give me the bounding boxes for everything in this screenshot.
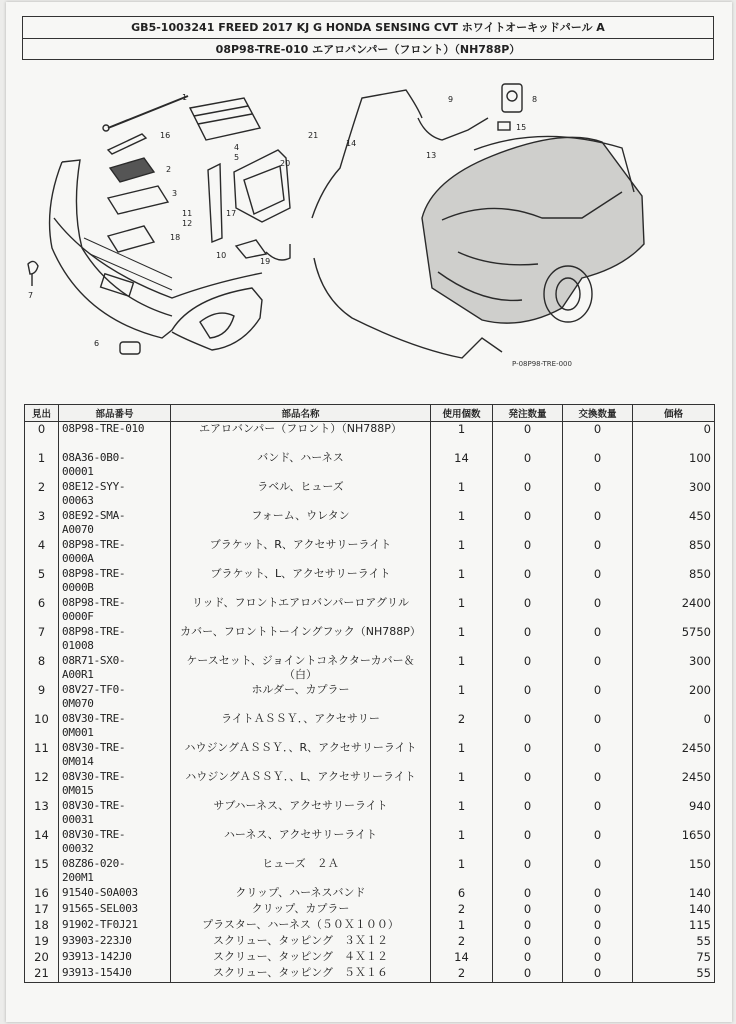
part-name: ライトＡＳＳＹ．、アクセサリー (171, 712, 431, 741)
price: 75 (633, 950, 715, 966)
row-number: 19 (25, 934, 59, 950)
row-number: 5 (25, 567, 59, 596)
part-name: ヒューズ ２Ａ (171, 857, 431, 886)
quantity: 6 (431, 886, 493, 902)
col-header-part-number: 部品番号 (59, 405, 171, 422)
exchange-quantity: 0 (563, 950, 633, 966)
table-row (25, 509, 715, 538)
order-quantity: 0 (493, 683, 563, 712)
table-row (25, 799, 715, 828)
row-number: 2 (25, 480, 59, 509)
row-number: 20 (25, 950, 59, 966)
order-quantity: 0 (493, 509, 563, 538)
table-row (25, 451, 715, 480)
part-number: 08E92-SMA- A0070 (59, 509, 171, 538)
exchange-quantity: 0 (563, 654, 633, 683)
price: 100 (633, 451, 715, 480)
part-number: 91565-SEL003 (59, 902, 171, 918)
part-number: 08A36-0B0- 00001 (59, 451, 171, 480)
row-number: 13 (25, 799, 59, 828)
order-quantity: 0 (493, 902, 563, 918)
callout-16: 16 (160, 131, 171, 140)
table-row (25, 538, 715, 567)
col-header-no: 見出 (25, 405, 59, 422)
quantity: 1 (431, 683, 493, 712)
part-title: 08P98-TRE-010 エアロバンパー（フロント）（NH788P） (215, 43, 521, 56)
parts-table-body (25, 422, 715, 983)
price: 0 (633, 422, 715, 452)
price: 140 (633, 902, 715, 918)
part-number: 08V27-TF0- 0M070 (59, 683, 171, 712)
price: 55 (633, 934, 715, 950)
quantity: 1 (431, 799, 493, 828)
table-row (25, 683, 715, 712)
quantity: 1 (431, 741, 493, 770)
parts-diagram (22, 68, 714, 388)
callout-6: 6 (94, 339, 100, 348)
order-quantity: 0 (493, 654, 563, 683)
quantity: 1 (431, 625, 493, 654)
quantity: 14 (431, 451, 493, 480)
price: 850 (633, 538, 715, 567)
exchange-quantity: 0 (563, 828, 633, 857)
order-quantity: 0 (493, 799, 563, 828)
table-row (25, 480, 715, 509)
row-number: 4 (25, 538, 59, 567)
callout-10: 10 (216, 251, 227, 260)
row-number: 16 (25, 886, 59, 902)
part-name: ケースセット、ジョイントコネクターカバー＆ （白） (171, 654, 431, 683)
part-name: ブラケット、L、アクセサリーライト (171, 567, 431, 596)
quantity: 1 (431, 654, 493, 683)
table-row (25, 934, 715, 950)
row-number: 11 (25, 741, 59, 770)
exchange-quantity: 0 (563, 886, 633, 902)
part-name: リッド、フロントエアロバンパーロアグリル (171, 596, 431, 625)
callout-3: 3 (172, 189, 178, 198)
exchange-quantity: 0 (563, 538, 633, 567)
table-row (25, 596, 715, 625)
exchange-quantity: 0 (563, 422, 633, 452)
callout-12: 12 (182, 219, 193, 228)
table-row (25, 770, 715, 799)
row-number: 8 (25, 654, 59, 683)
table-row (25, 902, 715, 918)
part-name: スクリュー、タッピング ５Ｘ１６ (171, 966, 431, 983)
part-number: 93913-142J0 (59, 950, 171, 966)
row-number: 15 (25, 857, 59, 886)
part-number: 08P98-TRE-010 (59, 422, 171, 452)
order-quantity: 0 (493, 567, 563, 596)
quantity: 1 (431, 770, 493, 799)
part-number: 91902-TF0J21 (59, 918, 171, 934)
order-quantity: 0 (493, 770, 563, 799)
order-quantity: 0 (493, 480, 563, 509)
quantity: 1 (431, 538, 493, 567)
quantity: 2 (431, 902, 493, 918)
price: 0 (633, 712, 715, 741)
callout-7: 7 (28, 291, 34, 300)
callout-1: 1 (182, 93, 188, 102)
part-number: 08E12-SYY- 00063 (59, 480, 171, 509)
table-row (25, 712, 715, 741)
part-number: 08V30-TRE- 00032 (59, 828, 171, 857)
order-quantity: 0 (493, 625, 563, 654)
part-number: 93903-223J0 (59, 934, 171, 950)
callout-14: 14 (346, 139, 357, 148)
callout-17: 17 (226, 209, 237, 218)
part-name: ハーネス、アクセサリーライト (171, 828, 431, 857)
table-row (25, 625, 715, 654)
quantity: 1 (431, 480, 493, 509)
part-name: ハウジングＡＳＳＹ．、R、アクセサリーライト (171, 741, 431, 770)
exchange-quantity: 0 (563, 934, 633, 950)
price: 300 (633, 654, 715, 683)
callout-18: 18 (170, 233, 181, 242)
quantity: 1 (431, 918, 493, 934)
quantity: 1 (431, 828, 493, 857)
exchange-quantity: 0 (563, 451, 633, 480)
col-header-order-qty: 発注数量 (493, 405, 563, 422)
price: 450 (633, 509, 715, 538)
price: 200 (633, 683, 715, 712)
part-name: ハウジングＡＳＳＹ．、L、アクセサリーライト (171, 770, 431, 799)
part-name: スクリュー、タッピング ４Ｘ１２ (171, 950, 431, 966)
table-row (25, 857, 715, 886)
price: 2450 (633, 770, 715, 799)
price: 5750 (633, 625, 715, 654)
part-name: スクリュー、タッピング ３Ｘ１２ (171, 934, 431, 950)
price: 1650 (633, 828, 715, 857)
exchange-quantity: 0 (563, 918, 633, 934)
part-number: 08R71-SX0- A00R1 (59, 654, 171, 683)
price: 850 (633, 567, 715, 596)
part-name: プラスター、ハーネス（５０Ｘ１００） (171, 918, 431, 934)
order-quantity: 0 (493, 950, 563, 966)
part-number: 08Z86-020- 200M1 (59, 857, 171, 886)
price: 115 (633, 918, 715, 934)
quantity: 2 (431, 966, 493, 983)
order-quantity: 0 (493, 918, 563, 934)
order-quantity: 0 (493, 422, 563, 452)
exchange-quantity: 0 (563, 902, 633, 918)
order-quantity: 0 (493, 538, 563, 567)
row-number: 12 (25, 770, 59, 799)
exchange-quantity: 0 (563, 770, 633, 799)
order-quantity: 0 (493, 857, 563, 886)
callout-11: 11 (182, 209, 193, 218)
exchange-quantity: 0 (563, 596, 633, 625)
price: 300 (633, 480, 715, 509)
part-name: クリップ、カプラー (171, 902, 431, 918)
col-header-exchange-qty: 交換数量 (563, 405, 633, 422)
part-number: 08V30-TRE- 0M014 (59, 741, 171, 770)
part-name: ラベル、ヒューズ (171, 480, 431, 509)
row-number: 14 (25, 828, 59, 857)
row-number: 3 (25, 509, 59, 538)
part-number: 08V30-TRE- 00031 (59, 799, 171, 828)
part-number: 08P98-TRE- 0000B (59, 567, 171, 596)
callout-8: 8 (532, 95, 538, 104)
row-number: 6 (25, 596, 59, 625)
part-name: バンド、ハーネス (171, 451, 431, 480)
part-name: サブハーネス、アクセサリーライト (171, 799, 431, 828)
order-quantity: 0 (493, 828, 563, 857)
row-number: 18 (25, 918, 59, 934)
price: 940 (633, 799, 715, 828)
callout-9: 9 (448, 95, 454, 104)
row-number: 17 (25, 902, 59, 918)
vehicle-info: GB5-1003241 FREED 2017 KJ G HONDA SENSING CVT ホワイトオーキッドパール A (23, 17, 713, 39)
quantity: 1 (431, 422, 493, 452)
callout-15: 15 (516, 123, 527, 132)
part-number: 08V30-TRE- 0M015 (59, 770, 171, 799)
row-number: 1 (25, 451, 59, 480)
order-quantity: 0 (493, 712, 563, 741)
order-quantity: 0 (493, 966, 563, 983)
col-header-quantity: 使用個数 (431, 405, 493, 422)
quantity: 1 (431, 567, 493, 596)
table-row (25, 950, 715, 966)
part-name: クリップ、ハーネスバンド (171, 886, 431, 902)
callout-21: 21 (308, 131, 319, 140)
row-number: 21 (25, 966, 59, 983)
col-header-price: 価格 (633, 405, 715, 422)
part-name: ホルダー、カプラー (171, 683, 431, 712)
row-number: 10 (25, 712, 59, 741)
price: 2400 (633, 596, 715, 625)
exchange-quantity: 0 (563, 712, 633, 741)
row-number: 0 (25, 422, 59, 452)
quantity: 14 (431, 950, 493, 966)
callout-5: 5 (234, 153, 240, 162)
exchange-quantity: 0 (563, 857, 633, 886)
quantity: 1 (431, 509, 493, 538)
table-header-row (25, 405, 715, 422)
exchange-quantity: 0 (563, 966, 633, 983)
table-row (25, 966, 715, 983)
part-number: 93913-154J0 (59, 966, 171, 983)
price: 150 (633, 857, 715, 886)
order-quantity: 0 (493, 934, 563, 950)
callout-13: 13 (426, 151, 437, 160)
quantity: 2 (431, 712, 493, 741)
order-quantity: 0 (493, 596, 563, 625)
callout-20: 20 (280, 159, 291, 168)
col-header-part-name: 部品名称 (171, 405, 431, 422)
price: 55 (633, 966, 715, 983)
callout-2: 2 (166, 165, 172, 174)
parts-table (24, 404, 715, 983)
part-number: 08V30-TRE- 0M001 (59, 712, 171, 741)
part-number: 08P98-TRE- 0000A (59, 538, 171, 567)
part-number: 91540-S0A003 (59, 886, 171, 902)
price: 140 (633, 886, 715, 902)
quantity: 2 (431, 934, 493, 950)
part-name: エアロバンパー（フロント）（NH788P） (171, 422, 431, 452)
quantity: 1 (431, 857, 493, 886)
row-number: 7 (25, 625, 59, 654)
order-quantity: 0 (493, 886, 563, 902)
part-number: 08P98-TRE- 01008 (59, 625, 171, 654)
table-row (25, 886, 715, 902)
callout-19: 19 (260, 257, 271, 266)
exchange-quantity: 0 (563, 509, 633, 538)
diagram-code: P-08P98-TRE-000 (512, 360, 572, 368)
part-number: 08P98-TRE- 0000F (59, 596, 171, 625)
exchange-quantity: 0 (563, 567, 633, 596)
table-row (25, 828, 715, 857)
callout-4: 4 (234, 143, 240, 152)
exchange-quantity: 0 (563, 480, 633, 509)
row-number: 9 (25, 683, 59, 712)
part-name: カバー、フロントトーイングフック（NH788P） (171, 625, 431, 654)
table-row (25, 422, 715, 452)
exchange-quantity: 0 (563, 625, 633, 654)
order-quantity: 0 (493, 741, 563, 770)
table-row (25, 741, 715, 770)
part-name: フォーム、ウレタン (171, 509, 431, 538)
table-row (25, 918, 715, 934)
price: 2450 (633, 741, 715, 770)
part-name: ブラケット、R、アクセサリーライト (171, 538, 431, 567)
quantity: 1 (431, 596, 493, 625)
exchange-quantity: 0 (563, 741, 633, 770)
exchange-quantity: 0 (563, 683, 633, 712)
table-row (25, 654, 715, 683)
header-box (22, 16, 714, 60)
order-quantity: 0 (493, 451, 563, 480)
exchange-quantity: 0 (563, 799, 633, 828)
table-row (25, 567, 715, 596)
